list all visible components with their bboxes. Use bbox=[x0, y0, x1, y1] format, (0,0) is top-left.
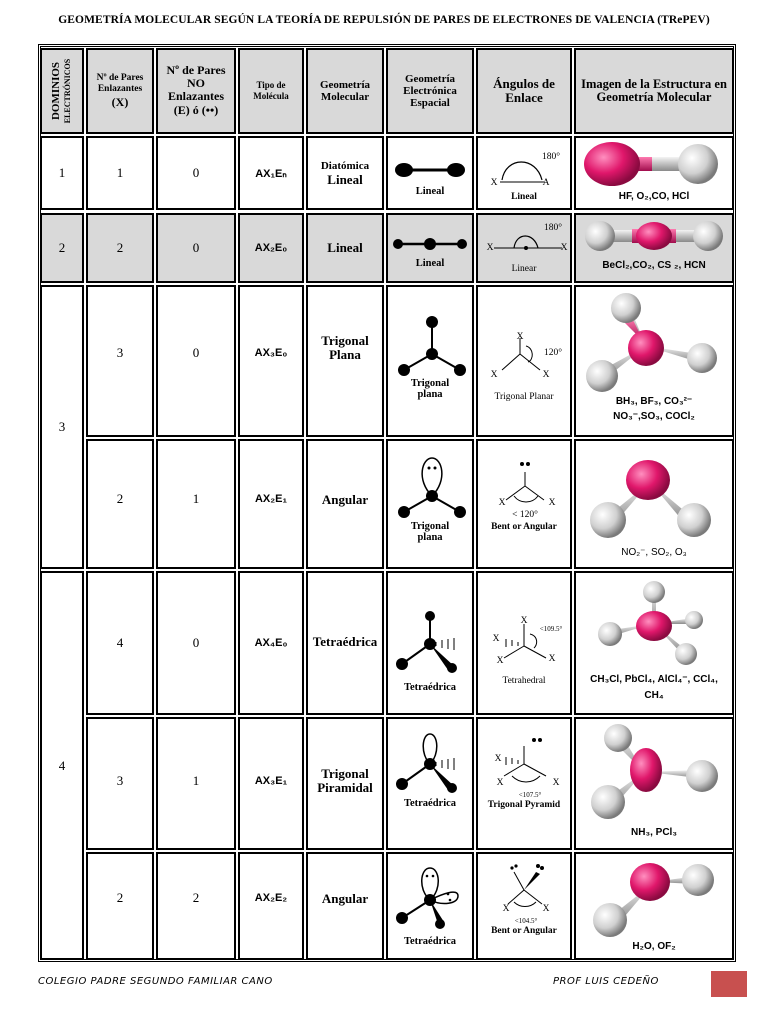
angle-value: < 120° bbox=[512, 510, 538, 520]
angle-caption: Bent or Angular bbox=[491, 926, 557, 936]
enlazantes-cell bbox=[86, 213, 154, 283]
geometria-cell bbox=[306, 213, 384, 283]
bent-water-molecule-model bbox=[584, 856, 724, 938]
angle-caption: Tetrahedral bbox=[502, 676, 546, 686]
electronica-caption: Trigonal plana bbox=[410, 521, 450, 543]
enlazantes-value: 2 bbox=[116, 491, 124, 506]
geometria-value: Angular bbox=[321, 492, 369, 507]
electronica-caption: Tetraédrica bbox=[403, 682, 457, 693]
angle-value: <104.5° bbox=[514, 917, 538, 925]
domain-value: 1 bbox=[58, 165, 66, 180]
domain-cell-4 bbox=[40, 571, 84, 960]
footer-teacher: PROF LUIS CEDEÑO bbox=[553, 976, 659, 987]
header-imagen bbox=[574, 48, 734, 134]
header-geometria-label: Geometría Molecular bbox=[319, 79, 371, 103]
electronica-caption: Tetraédrica bbox=[403, 798, 457, 809]
tetrahedral-molecule-model bbox=[590, 580, 720, 666]
angle-right-atom: X bbox=[548, 654, 556, 664]
example-molecules: BH₃, BF₃, CO₃²⁻ bbox=[615, 396, 693, 407]
angle-left-atom: X bbox=[496, 656, 504, 666]
geometria-cell bbox=[306, 439, 384, 569]
linear-electron-geometry-diagram bbox=[390, 150, 470, 190]
geometria-cell bbox=[306, 136, 384, 210]
bent-molecule-model bbox=[584, 454, 724, 540]
no-enlazantes-cell bbox=[156, 285, 236, 437]
geometria-cell bbox=[306, 717, 384, 850]
enlazantes-cell bbox=[86, 439, 154, 569]
header-no-enlazantes-symbol: (E) ó (••) bbox=[173, 103, 219, 117]
tipo-value: AX₂E₀ bbox=[254, 242, 288, 254]
tipo-value: AX₄E₀ bbox=[254, 637, 288, 649]
angle-caption: Trigonal Pyramid bbox=[487, 800, 561, 810]
electronica-caption: Lineal bbox=[415, 258, 445, 269]
enlazantes-value: 2 bbox=[116, 240, 124, 255]
tipo-value: AX₃E₀ bbox=[254, 347, 288, 359]
trigonal-pyramidal-molecule-model bbox=[584, 722, 724, 822]
angle-right-atom: X bbox=[548, 498, 556, 508]
diatomic-molecule-model bbox=[582, 140, 726, 190]
no-enlazantes-cell bbox=[156, 136, 236, 210]
angle-right-atom: X bbox=[552, 778, 560, 788]
no-enlazantes-cell bbox=[156, 213, 236, 283]
linear-electron-geometry-diagram bbox=[390, 230, 470, 258]
angle-caption: Trigonal Planar bbox=[494, 392, 554, 402]
example-molecules: NH₃, PCl₃ bbox=[631, 827, 677, 838]
electronica-caption: Tetraédrica bbox=[403, 936, 457, 947]
header-electronica bbox=[386, 48, 474, 134]
header-tipo bbox=[238, 48, 304, 134]
header-no-enlazantes-label: Nº de Pares NO Enlazantes bbox=[166, 63, 226, 103]
example-molecules: CH₄ bbox=[644, 690, 664, 701]
domain-value: 4 bbox=[58, 757, 66, 773]
domain-cell-3 bbox=[40, 285, 84, 569]
example-molecules: HF, O₂,CO, HCl bbox=[618, 191, 690, 202]
geometria-cell bbox=[306, 285, 384, 437]
no-enlazantes-value: 2 bbox=[192, 890, 200, 905]
angle-right-atom: X bbox=[542, 904, 550, 914]
domain-cell-2 bbox=[40, 213, 84, 283]
tetrahedral-lone-pair-diagram bbox=[392, 730, 470, 798]
electronica-caption: Lineal bbox=[415, 186, 445, 197]
header-angulos bbox=[476, 48, 572, 134]
electronica-caption: Trigonal plana bbox=[410, 378, 450, 400]
enlazantes-value: 4 bbox=[116, 635, 124, 650]
geometria-cell bbox=[306, 571, 384, 715]
tipo-value: AX₃E₁ bbox=[254, 775, 288, 787]
angle-left-atom: X bbox=[490, 178, 498, 188]
header-tipo-label: Tipo de Molécula bbox=[253, 80, 289, 101]
page-title: GEOMETRÍA MOLECULAR SEGÚN LA TEORÍA DE REPULSIÓN DE PARES DE ELECTRONES DE VALENCIA (TRePEV) bbox=[58, 14, 710, 26]
no-enlazantes-value: 1 bbox=[192, 491, 200, 506]
angle-top-atom: X bbox=[516, 332, 524, 342]
domain-value: 3 bbox=[58, 419, 66, 434]
header-imagen-label: Imagen de la Estructura en Geometría Molecular bbox=[581, 77, 727, 104]
tipo-cell bbox=[238, 285, 304, 437]
no-enlazantes-cell bbox=[156, 852, 236, 960]
angle-left-atom: X bbox=[490, 370, 498, 380]
enlazantes-value: 3 bbox=[116, 773, 124, 788]
header-dominios-label: DOMINIOS bbox=[50, 61, 62, 121]
geometria-sublabel: Diatómica bbox=[320, 160, 370, 172]
example-molecules: H₂O, OF₂ bbox=[632, 941, 676, 952]
linear-molecule-model bbox=[582, 216, 726, 256]
tipo-cell bbox=[238, 717, 304, 850]
angle-value: 180° bbox=[543, 223, 563, 233]
enlazantes-cell bbox=[86, 852, 154, 960]
no-enlazantes-value: 0 bbox=[192, 635, 200, 650]
angle-right-atom: X bbox=[542, 370, 550, 380]
geometria-value: Lineal bbox=[327, 172, 363, 187]
angle-value: 120° bbox=[543, 348, 563, 358]
angle-right-atom: A bbox=[542, 178, 550, 188]
header-geometria bbox=[306, 48, 384, 134]
geometria-value: Lineal bbox=[327, 240, 363, 255]
tetrahedral-electron-geometry-diagram bbox=[392, 608, 470, 678]
angle-caption: Bent or Angular bbox=[491, 522, 557, 532]
tipo-cell bbox=[238, 136, 304, 210]
enlazantes-value: 2 bbox=[116, 890, 124, 905]
geometria-cell bbox=[306, 852, 384, 960]
no-enlazantes-cell bbox=[156, 439, 236, 569]
angle-right-atom: X bbox=[560, 243, 568, 253]
tipo-value: AX₂E₁ bbox=[254, 493, 288, 505]
header-dominios-sublabel: ELECTRÓNICOS bbox=[63, 58, 72, 124]
enlazantes-value: 3 bbox=[116, 345, 124, 360]
angle-value: <107.5° bbox=[518, 791, 542, 799]
enlazantes-cell bbox=[86, 136, 154, 210]
tipo-cell bbox=[238, 571, 304, 715]
enlazantes-value: 1 bbox=[116, 165, 124, 180]
angle-top-atom: X bbox=[520, 616, 528, 626]
angle-left-atom: X bbox=[486, 243, 494, 253]
geometria-value: Angular bbox=[321, 891, 369, 906]
header-enlazantes-symbol: (X) bbox=[111, 94, 129, 109]
example-molecules: BeCl₂,CO₂, CS ₂, HCN bbox=[602, 260, 706, 271]
header-electronica-label: Geometría Electrónica Espacial bbox=[403, 73, 457, 109]
domain-value: 2 bbox=[58, 240, 66, 255]
geometria-value: Trigonal Piramidal bbox=[317, 766, 373, 795]
header-dominios bbox=[40, 48, 84, 134]
header-angulos-label: Ángulos de Enlace bbox=[493, 76, 555, 105]
example-molecules: CH₃Cl, PbCl₄, AlCl₄⁻, CCl₄, bbox=[590, 674, 718, 685]
trigonal-planar-molecule-model bbox=[584, 290, 724, 394]
no-enlazantes-cell bbox=[156, 717, 236, 850]
trigonal-planar-electron-geometry-diagram bbox=[394, 314, 468, 378]
header-enlazantes bbox=[86, 48, 154, 134]
angle-left-atom: X bbox=[494, 754, 502, 764]
bent-tetrahedral-angle-diagram bbox=[484, 858, 568, 918]
footer-school: COLEGIO PADRE SEGUNDO FAMILIAR CANO bbox=[38, 976, 273, 987]
geometria-value: Tetraédrica bbox=[312, 634, 378, 649]
tipo-cell bbox=[238, 439, 304, 569]
enlazantes-cell bbox=[86, 571, 154, 715]
angle-value: <109.5° bbox=[539, 625, 563, 633]
angle-left-atom: X bbox=[498, 498, 506, 508]
enlazantes-cell bbox=[86, 717, 154, 850]
enlazantes-cell bbox=[86, 285, 154, 437]
header-no-enlazantes bbox=[156, 48, 236, 134]
tipo-value: AX₂E₂ bbox=[254, 892, 288, 904]
no-enlazantes-value: 1 bbox=[192, 773, 200, 788]
geometria-value: Trigonal Plana bbox=[321, 333, 369, 362]
example-molecules: NO₂⁻, SO₂, O₃ bbox=[621, 547, 687, 558]
no-enlazantes-value: 0 bbox=[192, 240, 200, 255]
angle-left-atom: X bbox=[492, 634, 500, 644]
footer-color-box bbox=[711, 971, 747, 997]
angle-caption: Lineal bbox=[511, 192, 537, 202]
header-enlazantes-label: Nº de Pares Enlazantes bbox=[96, 72, 144, 94]
tipo-cell bbox=[238, 213, 304, 283]
example-molecules: NO₃⁻,SO₃, COCl₂ bbox=[613, 411, 695, 422]
angle-caption: Linear bbox=[511, 264, 537, 274]
angle-left-atom: X bbox=[496, 778, 504, 788]
tipo-value: AX₁Eₙ bbox=[255, 167, 287, 180]
domain-cell-1 bbox=[40, 136, 84, 210]
no-enlazantes-value: 0 bbox=[192, 345, 200, 360]
tipo-cell bbox=[238, 852, 304, 960]
no-enlazantes-cell bbox=[156, 571, 236, 715]
no-enlazantes-value: 0 bbox=[192, 165, 200, 180]
tetrahedral-two-lone-pair-diagram bbox=[392, 860, 470, 932]
trigonal-planar-lone-pair-diagram bbox=[394, 452, 468, 520]
angle-left-atom: X bbox=[502, 904, 510, 914]
angle-value: 180° bbox=[541, 152, 561, 162]
